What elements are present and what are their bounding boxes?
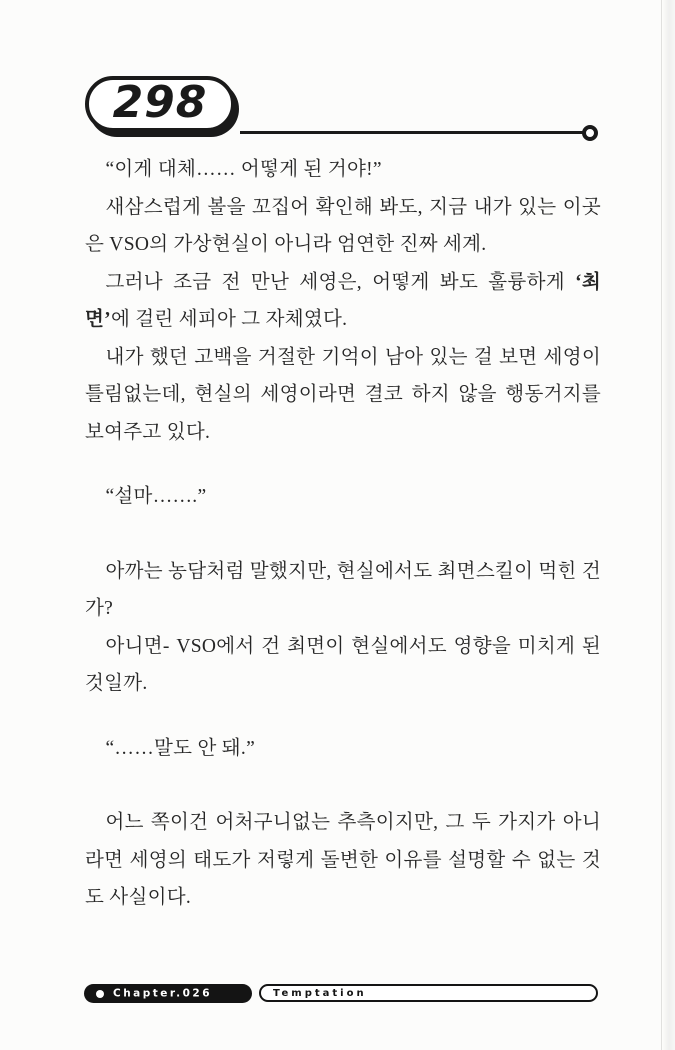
page-number: 298 (112, 76, 208, 128)
text-run: 어느 쪽이건 어처구니없는 추측이지만, 그 두 가지가 아니라면 세영의 태도가 저렇게 돌변한 이유를 설명할 수 없는 것도 사실이다. (85, 812, 601, 908)
text-run: 내가 했던 고백을 거절한 기억이 남아 있는 걸 보면 세영이 틀림없는데, 현실의 세영이라면 결코 하지 않을 행동거지를 보여주고 있다. (85, 346, 601, 443)
page-body (85, 151, 601, 917)
emphasized-text: ‘최면’ (85, 271, 601, 330)
chapter-badge (84, 984, 252, 1003)
chapter-title-box (259, 984, 598, 1002)
text-run: 새삼스럽게 볼을 꼬집어 확인해 봐도, 지금 내가 있는 이곳은 VSO의 가상현실이 아니라 엄연한 진짜 세계. (85, 196, 601, 255)
page-edge-shadow (661, 0, 675, 1050)
chapter-title: Temptation (273, 987, 367, 999)
paragraph (85, 339, 601, 452)
paragraph (85, 553, 601, 628)
paragraph (85, 151, 601, 189)
header-rule-end-ring-icon (582, 125, 598, 141)
header-rule (240, 131, 584, 134)
paragraph (85, 804, 601, 917)
paragraph (85, 478, 601, 516)
paragraph (85, 264, 601, 339)
text-run: 아까는 농담처럼 말했지만, 현실에서도 최면스킬이 먹힌 건가? (85, 560, 601, 619)
text-run: “이게 대체…… 어떻게 된 거야!” (105, 159, 382, 180)
paragraph (85, 628, 601, 703)
page-number-badge (85, 76, 235, 132)
paragraph (85, 189, 601, 264)
text-run: “설마…….” (105, 486, 207, 507)
chapter-label: Chapter.026 (113, 987, 213, 999)
text-run: “……말도 안 돼.” (105, 737, 256, 759)
text-run: 그러나 조금 전 만난 세영은, 어떻게 봐도 훌륭하게 (105, 271, 576, 293)
text-run: 아니면- VSO에서 건 최면이 현실에서도 영향을 미치게 된 것일까. (85, 635, 601, 694)
bullet-dot-icon (96, 990, 104, 998)
paragraph (85, 730, 601, 768)
text-run: 에 걸린 세피아 그 자체였다. (110, 309, 348, 330)
